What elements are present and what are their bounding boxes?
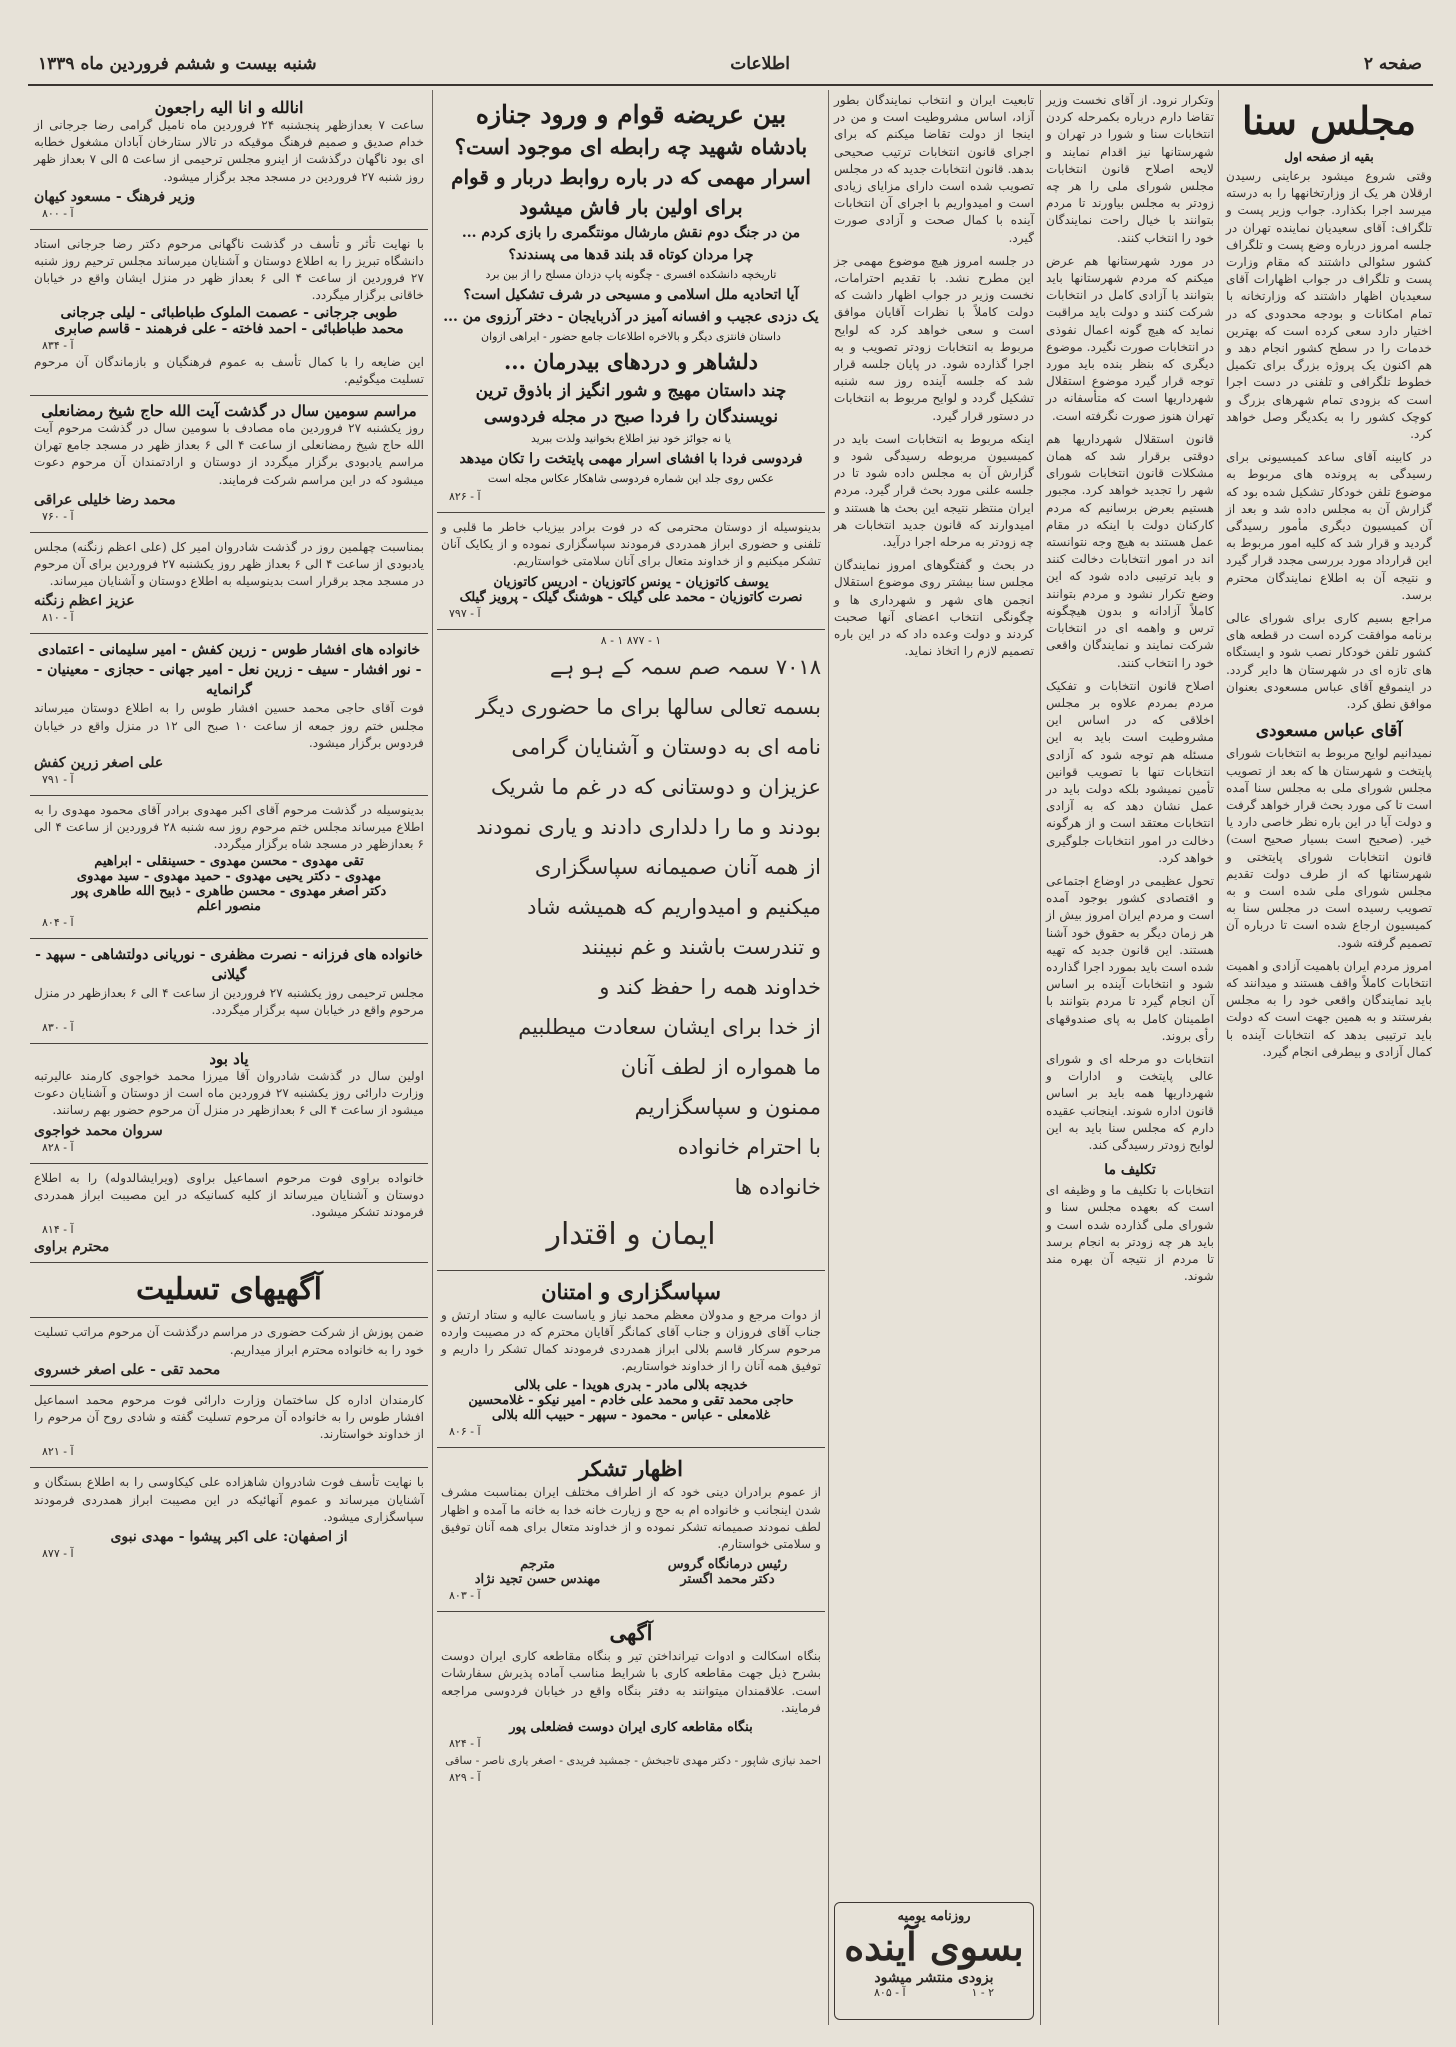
ad-line: آیا اتحادیه ملل اسلامی و مسیحی در شرف تشکیل است؟ [463,287,799,303]
ad-code: آ - ۸۲۱ [42,1445,74,1459]
ad-code: آ - ۸۱۴ [42,1223,74,1237]
ad-line: تاریخچه دانشکده افسری - چگونه پاپ دزدان مسلح را از بین برد [485,268,777,281]
ad-code: آ - ۸۱۰ [42,611,74,625]
ad-headline: خانواده های فرزانه - نصرت مظفری - نوریانی دولتشاهی - سپهد - گیلانی [35,946,423,983]
box-text: بزودی منتشر میشود [874,1970,994,1986]
ad-code: آ - ۸۳۰ [42,1021,74,1035]
appreciation-ad [437,1448,825,1612]
ad-headline: اظهار تشکر [579,1456,683,1482]
contractor-ad [437,1612,825,1793]
handwritten-notice [437,630,825,1271]
issue-date: شنبه بیست و ششم فروردین ماه ۱۳۳۹ [38,54,317,74]
ad-code: آ - ۷۶۰ [42,509,74,523]
ad-text: بمناسبت چهلمین روز در گذشت شادروان امیر کل (علی اعظم زنگنه) مجلس یادبودی از ساعت ۴ الی ۶ بعداز ظهر روز یکشنبه ۲۷ فروردین برای آن مرحوم در مسجد مجد برقرار است بدینوسیله به اطلاع دوستان و آشنایان میرساند. [30,539,424,589]
ad-signature: مهندس حسن تجید نژاد [474,1572,601,1588]
column-divider [1040,90,1041,2025]
ad-code: آ - ۸۰۶ [449,1425,481,1439]
ad-code: آ - ۸۰۳ [449,1589,481,1603]
article-paragraph: انتخابات دو مرحله ای و شورای عالی پایتخت و ادارات و شهرداریها همه باید بر اساس قانون اداره شوند. اینجانب عقیده دارم که مجلس سنا باید به این لوایح زودتر رسیدگی کند. [1042,1051,1214,1152]
ad-headline: انالله و انا الیه راجعون [154,98,304,117]
article-paragraph: نمیدانیم لوایح مربوط به انتخابات شورای پایتخت و شهرستان ها که بعد از تصویب مجلس شورای ملی به مجلس سنا آمده است تا کی مورد بحث قرار خواهد گرفت و دولت آیا در این باره نظر خاصی دارد یا خیر. (صحیح است بسیار صحیح است) قانون انتخابات شورای پایتختی و شهرستانها که از طرف دولت تقدیم مجلس شورای ملی شده است و به تصویب رسیده است در مجلس سنا به کمیسیون ارجاع شده است تا درباره آن تصمیم گرفته شود. [1222,746,1432,950]
ad-code: آ - ۸۲۸ [42,1140,74,1154]
ad-line: من در جنگ دوم نقش مارشال مونتگمری را بازی کردم ... [461,225,801,241]
ad-signature: محمد طباطبائی - احمد فاخته - علی فرهمند - قاسم صابری [54,320,404,337]
article-paragraph: وتکرار نرود. از آقای نخست وزیر تقاضا دارم درباره بکمرحله کردن انتخابات سنا و شورا در تهران و شهرستانها نیز اقدام نمایند و لایحه اصلاح قانون انتخابات مجلس شورای ملی را هر چه زودتر به مجلس بیاورند تا مردم بتوانند با خیال راحت نمایندگان خود را انتخاب کنند. [1042,93,1214,245]
obituary-ad [30,230,428,396]
article-title: مجلس سنا [1241,98,1417,143]
article-continued: بقیه از صفحه اول [1284,150,1374,164]
ad-code: آ - ۸۷۷ [42,1546,74,1560]
ad-signature: عزیز اعظم زنگنه [34,593,135,610]
column-divider [1218,90,1219,2025]
ad-text: بدینوسیله در گذشت مرحوم آقای اکبر مهدوی برادر آقای محمود مهدوی را به اطلاع میرساند مجلس ختم مرحوم روز سه شنبه ۲۸ فروردین از ساعت ۴ الی ۶ بعدازظهر در مسجد شاه برگزار میگردد. [30,803,424,852]
newspaper-name: اطلاعات [730,54,790,74]
handwritten-line: بودند و ما را دلداری دادند و یاری نمودند [476,814,821,839]
ad-signature: مترجم [520,1557,555,1573]
ad-text: ساعت ۷ بعدازظهر پنجشنبه ۲۴ فروردین ماه نامیل گرامی رضا جرجانی از خدام صدیق و صمیم فرهنگ موقیکه در تالار ستارخان آبادان مشغول خطابه ای بود ناگهان درگذشت از اینرو مجلس ترحیمی از ساعت ۵ الی ۷ بعداز ظهر روز شنبه ۲۷ فروردین در مسجد مجد برگزار میشود. [30,118,425,184]
ad-signature: علی اصغر زرین کفش [34,755,164,772]
ad-headline: مراسم سومین سال در گذشت آیت الله حاج شیخ رمضانعلی [41,402,417,421]
article-paragraph: وقتی شروع میشود برعاینی رسیدن ارقلان هر یک از وزارتخانهها را به درسته میرسد اجرا بکذارد. جواب وزیر پست و تلگراف: آقای سعیدیان نماینده تهران در جلسه امروز درباره وضع پست و تلگراف کشور سئوالی داشتند که مقام وزارت پست و تلگراف در جواب اظهارات آقای سعیدیان اظهار داشتند که وزارتخانه با تمام امکانات و بودجه محدودی که در اختیار دارد سعی کرده است که بهترین خدمات را در سطح کشور انجام دهد و هم اکنون یک پروژه بزرگ برای تکمیل خطوط تلگرافی و تلفنی در دست اجرا است که بزودی تمام شهرهای بزرگ و کوچک کشور را به یکدیگر وصل خواهد کرد. [1222,169,1432,442]
article-paragraph: مراجع بسیم کاری برای شورای عالی برنامه موافقت کرده است در قطعه های کشور تلفن خودکار نصب شود و ایستگاه های تازه ای در شهرستان ها دایر گردد. در اینموقع آقای عباس مسعودی بعنوان موافق نطق کرد. [1222,611,1432,712]
ad-signature: محمد تقی - علی اصغر خسروی [34,1361,221,1378]
ad-signature: دکتر محمد اگستر [680,1572,775,1588]
article-paragraph: اینکه مربوط به انتخابات است باید در کمیسیون مربوطه رسیدگی شود و گزارش آن به مجلس داده شود تا در جلسه علنی مورد بحث قرار گیرد. مردم ایران منتظر نتیجه این بحث ها هستند و امیدوارند که قانون جدید انتخابات هر چه زودتر به مرحله اجرا درآید. [830,431,1034,550]
ad-signature: حاجی محمد تقی و محمد علی خادم - امیر نیکو - غلامحسین [468,1393,794,1409]
ad-code: ۲ - ۱ [971,1986,995,1999]
ad-signature: محمد رضا خلیلی عراقی [34,491,176,508]
memorial-ad [30,533,428,635]
obituary-ad [30,796,428,939]
ad-signature: بنگاه مقاطعه کاری ایران دوست فضلعلی پور [509,1720,753,1736]
ad-line: یک دزدی عجیب و افسانه آمیز در آذربایجان - دختر آرزوی من ... [443,309,819,325]
column-divider [432,90,433,2025]
ad-signature: خدیجه بلالی مادر - بدری هویدا - علی بلالی [514,1378,748,1394]
anniversary-ad [30,1044,428,1164]
ad-signature: مهدوی - دکتر یحیی مهدوی - حمید مهدوی - سید مهدوی [76,868,382,884]
ad-signature: منصور اعلم [196,898,261,914]
ad-text: خانواده براوی فوت مرحوم اسماعیل براوی (ویرایشالدوله) را به اطلاع دوستان و آشنایان میرساند از کلیه کسانیکه در این مصیبت ابراز همدردی فرمودند تشکر میشود. [30,1170,424,1220]
article-paragraph: تابعیت ایران و انتخاب نمایندگان بطور آزاد، اساس مشروطیت است و من در اینجا از دولت تقاضا میکنم که برای اجرای قانون انتخابات ترتیب صحیحی بدهد. قانون انتخابات جدید که در مجلس تصویب شده است دارای مزایای زیادی است و امیدواریم با اجرای آن انتخابات آینده با کمال صحت و آزادی صورت گیرد. [830,93,1034,245]
handwritten-line: خانواده ها [734,1174,821,1199]
ad-text: بدینوسیله از دوستان محترمی که در فوت برادر بیزیاب خاطر ما قلبی و تلفنی و حضوری ابراز همدردی فرمودند سپاسگزاری نموده و از یکایک آنان تشکر میکنیم و از خداوند متعال برای آنان سلامتی خواستاریم. [437,520,821,569]
ad-text: این ضایعه را با کمال تأسف به عموم فرهنگیان و بازماندگان آن مرحوم تسلیت میگوئیم. [30,354,424,386]
ad-headline: یاد بود [209,1050,249,1069]
ad-signatures [441,1557,821,1587]
belali-thanks-ad [437,1271,825,1449]
senate-article-continued [1042,92,1214,2022]
ad-code: آ - ۸۲۹ [449,1771,481,1785]
ad-text: اولین سال در گذشت شادروان آقا میرزا محمد خواجوی کارمند عالیرتبه وزارت دارائی روز یکشنبه ۲۷ فروردین ماه است از دوستان و آشنایان دعوت میشود از ساعت ۴ الی ۶ بعدازظهر در منزل آن مرحوم حضور بهم رسانند. [30,1069,424,1118]
ad-headline: اسرار مهمی که در باره روابط دربار و قوام برای اولین بار فاش میشود [451,165,811,219]
handwritten-line: ممنون و سپاسگزاریم [634,1094,821,1119]
ad-code: آ - ۷۹۷ [449,606,481,620]
ad-text: احمد نیازی شاپور - دکتر مهدی تاجبخش - جمشید فریدی - اصغر یاری ناصر - ساقی [445,1754,821,1768]
ad-signature: تقی مهدوی - محسن مهدوی - حسینقلی - ابراهیم [94,853,364,869]
handwritten-line: از خدا برای ایشان سعادت میطلبیم [518,1014,821,1039]
ad-text: از دوات مرجع و مدولان معظم محمد نیاز و یاساست عالیه و ستاد ارتش و جناب آقای فروزان و جناب آقای کمانگر آقایان محترم که در مصیبت وارده مرحوم سرکار قاسم بلالی ابراز همدردی فرمودند کمال تشکر را داریم و توفیق همه آنان را از خداوند خواستاریم. [437,1307,821,1374]
box-headline: بسوی آینده [844,1924,1024,1969]
ad-signature: یوسف کاتوزیان - یونس کاتوزیان - ادریس کاتوزیان [493,574,769,590]
condolence-ad [30,1468,428,1569]
ad-line: عکس روی جلد این شماره فردوسی شاهکار عکاس مجله است [487,472,775,485]
article-subheading: تکلیف ما [1104,1162,1156,1179]
ad-headline: بادشاه شهید چه رابطه ای موجود است؟ [454,134,808,159]
ad-signature: رئیس درمانگاه گروس [667,1557,788,1573]
ad-text: فوت آقای حاجی محمد حسین افشار طوس را به اطلاع دوستان میرساند مجلس ختم روز جمعه از ساعت ۱۰ صبح الی ۱۲ در منزل واقع در خیابان فردوس برگزار میشود. [30,701,424,750]
handwritten-line: عزیزان و دوستانی که در غم ما شریک [490,774,821,799]
handwritten-line: ما همواره از لطف آنان [620,1054,821,1079]
ad-signature: وزیر فرهنگ - مسعود کیهان [34,188,196,205]
ad-signature: سروان محمد خواجوی [34,1122,163,1139]
ad-code: آ - ۸۲۶ [449,490,481,503]
ad-line: چرا مردان کوتاه قد بلند قدها می پسندند؟ [508,247,754,263]
article-subheading: آقای عباس مسعودی [1255,721,1403,742]
obituary-ad [30,92,428,230]
ad-code: آ - ۸۰۴ [42,915,74,929]
obituary-ad [30,939,428,1044]
page-number: صفحه ۲ [1363,54,1422,74]
ad-headline: دلشاهر و دردهای بیدرمان ... [503,349,759,374]
ad-signature: محترم براوی [34,1239,110,1256]
box-caption: روزنامه یومیه [897,1909,971,1924]
ad-signature: از اصفهان: علی اکبر پیشوا - مهدی نبوی [110,1528,348,1545]
obituary-ad [30,634,428,796]
katouzian-thanks-ad [437,513,825,630]
ad-text: بنگاه اسکالت و ادوات تیرانداختن تیر و بنگاه مقاطعه کاری ایران دوست بشرح ذیل جهت مقاطعه کاری با شرایط مناسب آماده پذیرش سفارشات است. علاقمندان میتوانند به دفتر بنگاه واقع در خیابان فردوسی مراجعه فرمایند. [437,1649,821,1715]
ad-headline: بین عریضه قوام و ورود جنازه [475,100,787,129]
ad-headline: سپاسگزاری و امتنان [541,1278,721,1304]
newspaper-announcement-box [834,1902,1034,2020]
article-paragraph: اصلاح قانون انتخابات و تفکیک مردم بمردم علاوه بر مجلس اخلاقی که در اساس این مشروطیت است باید به این مسئله هم توجه شود که آزادی انتخابات تنها با تصویب قوانین تأمین نمیشود بلکه دولت باید در عمل نشان دهد که به آزادی انتخابات معتقد است و از هرگونه دخالت در امور انتخابات جلوگیری خواهد کرد. [1042,678,1214,865]
handwritten-line: و تندرست باشند و غم نبینند [581,934,821,959]
ad-text: روز یکشنبه ۲۷ فروردین ماه مصادف با سومین سال در گذشت مرحوم آیت الله حاج شیخ رمضانعلی از ساعت ۴ الی ۶ بعداز ظهر در مسجد جامع تهران مراسم یادبودی برگزار میگردد از دوستان و ارادتمندان آن مرحوم دعوت میشود که در این مراسم شرکت فرمایند. [30,421,424,487]
senate-article-continued [830,92,1034,2022]
ad-signature: دکتر اصغر مهدوی - محسن طاهری - ذبیح الله طاهری پور [71,883,387,899]
condolence-section-title: آگهیهای تسلیت [30,1263,428,1318]
page-header [30,50,1430,84]
ad-code: آ - ۸۲۴ [449,1737,481,1751]
memorial-ad [30,396,428,533]
handwritten-line: ایمان و اقتدار [546,1216,716,1252]
ad-text: با نهایت تأثر و تأسف در گذشت ناگهانی مرحوم دکتر رضا جرجانی استاد دانشگاه تبریز را به اطلاع دوستان و آشنایان میرساند مجلس ترحیم روز شنبه ۲۷ فروردین از ساعت ۴ الی ۶ بعداز ظهر در منزل ایشان واقع در خیابان خاقانی برگزار میگردد. [30,236,424,303]
handwritten-line: از همه آنان صمیمانه سپاسگزاری [534,854,821,879]
article-paragraph: انتخابات با تکلیف ما و وظیفه ای است که بعهده مجلس سنا و شورای ملی گذارده شده است و باید هر چه زودتر به انجام برسد تا مردم از نتیجه آن بهره مند شوند. [1042,1183,1214,1284]
obituaries-column [30,92,428,2022]
ad-headline: چند داستان مهیج و شور انگیز از باذوق ترین نویسندگان را فردا صبح در مجله فردوسی [475,381,787,427]
ad-code: آ - ۸۰۰ [42,206,74,220]
ad-signature: نصرت کاتوزیان - محمد علی گیلک - هوشنگ گیلک - پرویز گیلک [459,589,803,605]
senate-article [1222,92,1432,2022]
header-rule [28,84,1433,86]
obituary-ad [30,1164,428,1264]
article-paragraph: در مورد شهرستانها هم عرض میکنم که مردم شهرستانها باید بتوانند با آزادی کامل در انتخابات شرکت کنند و دولت باید مراقبت نماید که هیچ گونه اعمال نفوذی در انتخابات صورت نگیرد. موضوع دیگری که بنظر بنده باید مورد توجه قرار گیرد موضوع استقلال شهرداریها است که متأسفانه در تهران هنوز صورت نگرفته است. [1042,253,1214,423]
ad-text: مجلس ترحیمی روز یکشنبه ۲۷ فروردین از ساعت ۴ الی ۶ بعدازظهر در منزل مرحوم واقع در خیابان سپه برگزار میگردد. [30,985,424,1017]
box-codes [841,1986,1027,1999]
handwritten-line: خداوند همه را حفظ کند و [599,974,821,999]
condolence-ad [30,1386,428,1469]
ad-code: ۱ - ۸۷۷ ۱ - ۸ [600,633,662,647]
ad-line: یا نه جوائز خود نیز اطلاع بخوانید ولذت ببرید [531,432,731,445]
middle-ads-column [437,92,825,2022]
ad-line: فردوسی فردا با افشای اسرار مهمی پایتخت را تکان میدهد [459,451,803,467]
ferdowsi-magazine-ad [437,92,825,513]
ad-signature: غلامعلی - عباس - محمود - سپهر - حبیب الله بلالی [491,1408,771,1424]
ad-text: ضمن پوزش از شرکت حضوری در مراسم درگذشت آن مرحوم مراتب تسلیت خود را به خانواده محترم ابراز میداریم. [30,1325,424,1357]
article-paragraph: در کابینه آقای ساعد کمیسیونی برای رسیدگی به پرونده های مربوط به موضوع تلفن خودکار تشکیل شده بود که گزارش آن به مجلس داده شد و بعد از آن کمیسیون دیگری مأمور رسیدگی گردید و قرار شد که کلیه امور مربوط به این قرارداد مورد بررسی مجدد قرار گیرد و نتیجه آن به اطلاع نمایندگان محترم برسد. [1222,450,1432,602]
ad-code: آ - ۸۰۵ [874,1986,906,1999]
article-paragraph: در بحث و گفتگوهای امروز نمایندگان مجلس سنا بیشتر روی موضوع استقلال انجمن های شهر و شهرداری ها و چگونگی انتخاب اعضای آنها صحبت کردند و دولت وعده داد که در این باره تصمیم لازم را اتخاذ نماید. [830,558,1034,659]
condolence-ad [30,1318,428,1385]
handwritten-line: با احترام خانواده [677,1134,821,1159]
ad-code: آ - ۷۹۱ [42,773,74,787]
column-divider [828,90,829,2025]
article-paragraph: تحول عظیمی در اوضاع اجتماعی و اقتصادی کشور بوجود آمده است و مردم ایران امروز بیش از هر زمان دیگر به حقوق خود آشنا هستند. این قانون جدید که تهیه شده است باید بمورد اجرا گذارده شود و انتخابات آینده بر اساس آن انجام گیرد تا مردم بتوانند با اطمینان کامل به پای صندوقهای رأی بروند. [1042,873,1214,1043]
handwritten-line: بسمه تعالی سالها برای ما حضوری دیگر [475,694,821,719]
ad-headline: آگهی [609,1620,653,1646]
ad-line: داستان فانتزی دیگر و بالاخره اطلاعات جامع حضور - ایراهی ازوان [481,330,781,343]
handwritten-line: میکنیم و امیدواریم که همیشه شاد [527,894,821,919]
ad-code: آ - ۸۳۴ [42,338,74,352]
ad-text: با نهایت تأسف فوت شادروان شاهزاده علی کیکاوسی را به اطلاع بستگان و آشنایان میرساند و عموم آنهائیکه در این مصیبت ابراز همدردی فرمودند سپاسگزاری میشود. [30,1475,424,1524]
ad-text: کارمندان اداره کل ساختمان وزارت دارائی فوت مرحوم محمد اسماعیل افشار طوس را به خانواده آن مرحوم تسلیت گفته و شادی روح آن مرحوم را از خداوند خواستارند. [30,1392,424,1442]
handwritten-line: ۷۰۱۸ سمہ صم سمہ کے ہو ہے [549,654,821,679]
ad-headline: خانواده های افشار طوس - زرین کفش - امیر سلیمانی - اعتمادی - نور افشار - سیف - زرین نعل - امیر جهانی - حجازی - معینیان - گرانمایه [36,642,422,699]
ad-signature: طوبی جرجانی - عصمت الملوک طباطبائی - لیلی جرجانی [60,304,398,321]
article-paragraph: در جلسه امروز هیچ موضوع مهمی جز این مطرح نشد. با تقدیم احترامات، نخست وزیر در جواب اظهار داشت که دولت کاملاً با نظرات آقایان موافق است و سعی خواهد کرد که لوایح مربوط به انتخابات زودتر تصویب و به اجرا گذارده شود. در پایان جلسه قرار شد که جلسه آینده روز سه شنبه تشکیل گردد و لوایح مربوط به انتخابات در دستور قرار گیرد. [830,253,1034,423]
ad-text: از عموم برادران دینی خود که از اطراف مختلف ایران بمناسبت مشرف شدن اینجانب و خانواده ام به حج و زیارت خانه خدا به خانه ما آمده و اظهار لطف نمودند صمیمانه تشکر نموده و از خداوند متعال برای همه آنان توفیق و سلامتی خواستارم. [437,1485,821,1552]
article-paragraph: قانون استقلال شهرداریها هم دوقتی برقرار شد که همان مشکلات قانون انتخابات شورای شهر را تجدید خواهد کرد. مجبور هستیم بعرض برسانیم که مردم کارکنان دولت با اینکه در مقام عمل هستند به هیچ وجه نتوانسته اند در امور انتخابات دخالت کنند و باید ترتیبی داده شود که این وضع تکرار نشود و مردم بتوانند کاملاً آزادانه و بدون هیچگونه ترس و واهمه ای در انتخابات شرکت نمایند و نمایندگان واقعی خود را انتخاب کنند. [1042,431,1214,670]
article-paragraph: امروز مردم ایران باهمیت آزادی و اهمیت انتخابات کاملاً واقف هستند و میدانند که باید نمایندگان واقعی خود را به مجلس بفرستند و به همین جهت است که دولت باید ترتیبی بدهد که انتخابات آینده با کمال آزادی و بیطرفی انجام گیرد. [1222,958,1432,1059]
handwritten-line: نامه ای به دوستان و آشنایان گرامی [511,734,821,759]
